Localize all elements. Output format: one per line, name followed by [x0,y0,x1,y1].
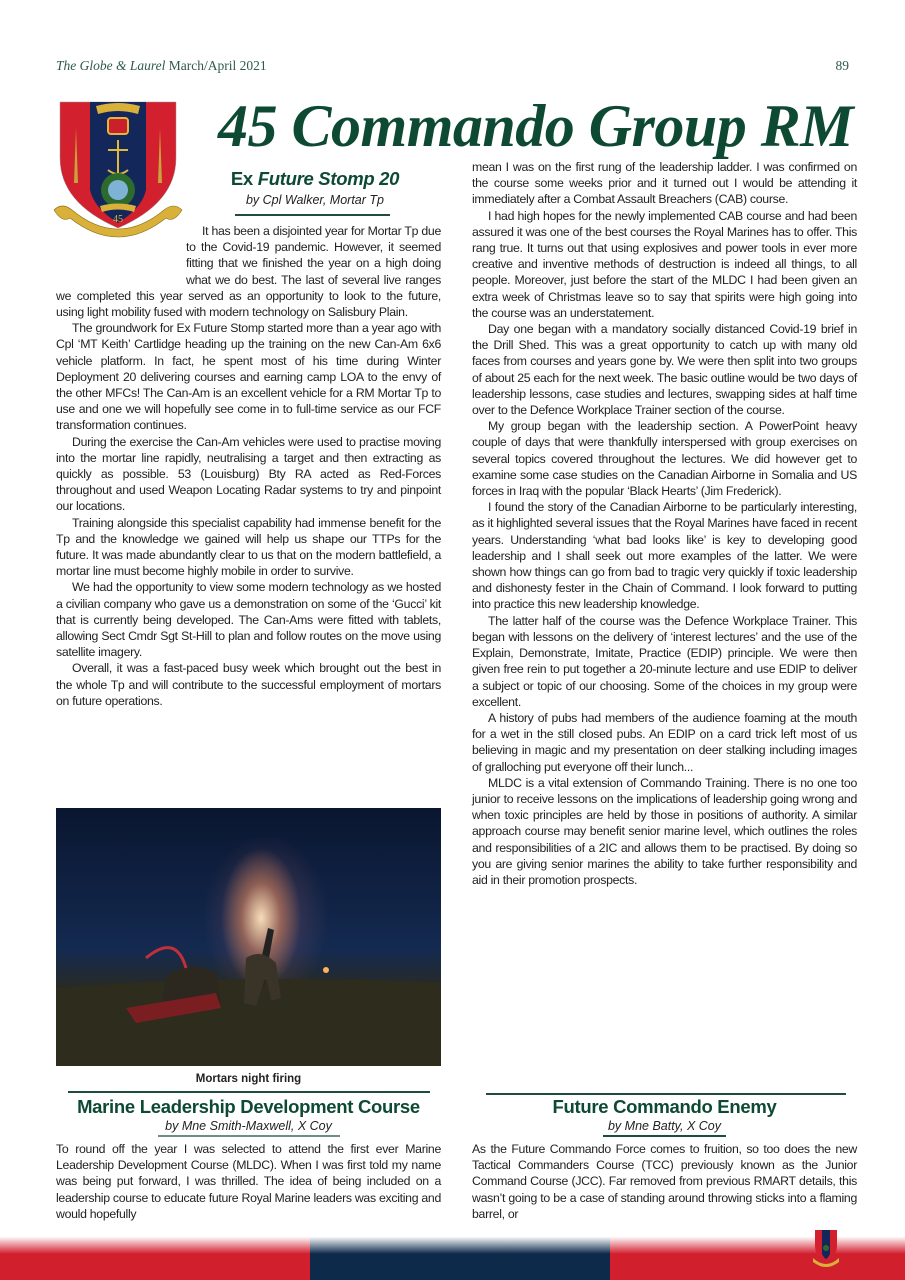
paragraph: My group began with the leadership section. A PowerPoint heavy couple of days that were thankfully interspersed with group exercises on several topics covered throughout the lectures. We did however get to examine some case studies on the Canadian Airborne in Somalia and US forces in Iraq with the popular ‘Black Hearts’ (Jim Frederick). [472,419,857,499]
paragraph: I had high hopes for the newly implemented CAB course and had been assured it was one of the best courses the Royal Marines has to offer. This rang true. It turns out that using explosives and power tools in ever more creative and inventive methods of destruction is indeed all things, to all people. Moreover, just before the start of the MLDC I had been given an extra week of Christmas leave so to say that spirits were high going into the course was an understatement. [472,208,857,320]
article2-byline: by Mne Smith-Maxwell, X Coy [165,1119,332,1133]
svg-text:45: 45 [113,214,123,225]
article2-body-left [56,1141,441,1222]
article1-body [56,223,441,709]
crest-wrap-spacer [56,223,186,277]
paragraph: A history of pubs had members of the audience foaming at the mouth for a wet in the still closed pubs. An EDIP on a card trick left most of us believing in magic and my presentation on deer stalking including images of gralloching put everyone off their lunch... [472,710,857,774]
footer-crest-icon [812,1228,840,1268]
issue-date: March/April 2021 [168,58,267,73]
footer-band [0,1222,905,1280]
page-number: 89 [835,58,849,73]
paragraph: Training alongside this specialist capability had immense benefit for the Tp and the knowledge we gained will help us shape our TTPs for the future. It was made abundantly clear to us that on the modern battlefield, a mortar line must become highly mobile in order to survive. [56,515,441,579]
article2-body-right [472,159,857,888]
mortars-night-firing-photo [56,808,441,1066]
photo-scene [56,808,441,1066]
paragraph: Day one began with a mandatory socially distanced Covid-19 brief in the Drill Shed. This was a great opportunity to catch up with many old faces from courses and years gone by. We were then split into two groups of about 25 each for the next week. The basic outline would be two days of leadership lessons, case studies and lectures, swapping sides at half time over to the Defence Workplace Trainer section of the course. [472,322,857,418]
paragraph: MLDC is a vital extension of Commando Training. There is no one too junior to receive lessons on the implications of leadership going wrong and when toxic principles are held by those in positions of authority. A similar approach course may benefit senior marine level, which outlines the roles and responsibilities of a 2IC and allows them to be practised. By doing so you are giving senior marines the ability to take further responsibility and aid in their promotion prospects. [472,775,857,887]
byline-divider [603,1135,726,1137]
photo-caption: Mortars night firing [195,1073,302,1085]
byline-divider [158,1135,340,1137]
unit-crest-logo [52,98,184,243]
magazine-name: The Globe & Laurel [56,58,166,73]
article2-heading: Marine Leadership Development Course [77,1096,420,1117]
page-title: 45 Commando Group RM [218,93,854,159]
article3-byline: by Mne Batty, X Coy [607,1119,721,1133]
article1-byline: by Cpl Walker, Mortar Tp [245,193,384,207]
heading-italic: Future Stomp 20 [257,168,400,189]
paragraph: Overall, it was a fast-paced busy week which brought out the best in the whole Tp and will contribute to the successful employment of mortars on future operations. [56,661,441,708]
paragraph: During the exercise the Can-Am vehicles were used to practise moving into the mortar line rapidly, neutralising a target and then extracting as quickly as possible. 53 (Louisburg) Bty RA acted as Red-Forces throughout and used Weapon Locating Radar systems to try and pinpoint our locations. [56,434,441,514]
section-divider [68,1091,430,1093]
footer-navy-band [310,1222,610,1280]
paragraph: It has been a disjointed year for Mortar Tp due to the Covid-19 pandemic. However, it seemed fitting that we finished the year on a high doing what we do best. The last of several live ranges we completed this year served as an opportunity to look to the future, using light mobility fused with modern technology on Salisbury Plain. [56,224,441,320]
paragraph: I found the story of the Canadian Airborne to be particularly interesting, as it highlighted several issues that the Royal Marines have faced in recent years. Understanding ‘what bad looks like’ is key to developing good leadership and I shall seek out more examples of the latter. We were shown how things can go from bad to tragic very quickly if toxic leadership and dishonesty fester in the Chain of Command. I look forward to putting into practice this new leadership knowledge. [472,500,857,612]
paragraph: To round off the year I was selected to attend the first ever Marine Leadership Development Course (MLDC). When I was first told my name was being put forward, I was thrilled. The idea of being included on a leadership course to educate future Royal Marine leaders was exciting and would hopefully [56,1142,441,1221]
section-divider [486,1093,846,1095]
paragraph: We had the opportunity to view some modern technology as we hosted a civilian company who gave us a demonstration on some of the ‘Gucci’ kit that is currently being developed. The Can-Ams were fitted with tablets, allowing Sect Cmdr Sgt St-Hill to plan and follow routes on the move using satellite imagery. [56,580,441,660]
article1-heading [185,168,445,190]
paragraph: As the Future Commando Force comes to fruition, so too does the new Tactical Commanders Course (TCC) previously known as the Junior Command Course (JCC). Far removed from previous RMART details, this wasn’t going to be a case of standing around throwing sticks into a flaming barrel, or [472,1142,857,1221]
paragraph: The groundwork for Ex Future Stomp started more than a year ago with Cpl ‘MT Keith’ Cartlidge heading up the training on the new Can-Am 6x6 vehicle platform. In fact, he spent most of his time during Winter Deployment 20 delivering courses and earning camp LOA to the envy of the other MFCs! The Can-Am is an excellent vehicle for a RM Mortar Tp to use and one we will hopefully see come in to full-time service as our FCF transformation continues. [56,321,441,433]
paragraph: mean I was on the first rung of the leadership ladder. I was confirmed on the course some weeks prior and it turned out I would be attending it immediately after a Combat Assault Breachers (CAB) course. [472,160,857,207]
heading-prefix: Ex [230,168,258,189]
paragraph: The latter half of the course was the Defence Workplace Trainer. This began with lessons on the delivery of ‘interest lectures’ and the use of the Explain, Demonstrate, Imitate, Practice (EDIP) principle. We were then given free rein to put together a 20-minute lecture and use EDIP to deliver a subject or topic of our choosing. Some of the choices in my group were excellent. [472,613,857,709]
running-header [56,58,849,74]
article3-body [472,1141,857,1222]
article3-heading: Future Commando Enemy [552,1096,777,1117]
byline-divider [235,214,390,216]
